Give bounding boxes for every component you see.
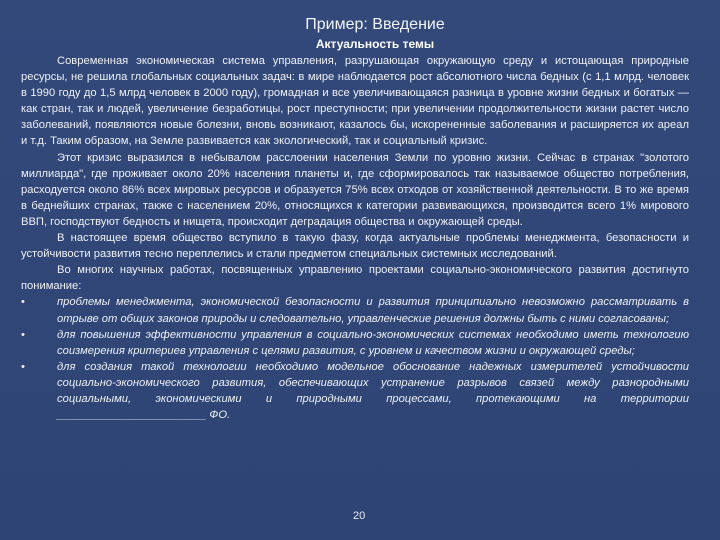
paragraph-3: В настоящее время общество вступило в такую фазу, когда актуальные проблемы менеджмента, безопасности и устойчивости развития тесно переплелись и стали предметом специальных системных исследований. [21,232,689,261]
bullet-text: проблемы менеджмента, экономической безопасности и развития принципиально невозможно рассматривать в отрыве от общих законов природы и следовательно, управленческие решения должны быть с ними согласованы; [57,296,689,325]
paragraph-4: Во многих научных работах, посвященных управлению проектами социально-экономического развития достигнуто понимание: [21,264,689,293]
slide-body [21,53,689,423]
paragraph-1: Современная экономическая система управления, разрушающая окружающую среду и истощающая природные ресурсы, не решила глобальных социальных задач: в мире наблюдается рост абсолютного числа бедных (с 1,1 млрд. человек в 1990 году до 1,5 млрд человек в 2000 году), громадная и все увеличивающаяся разница в уровне жизни бедных и богатых — как стран, так и людей, увеличение безработицы, рост преступности; при увеличении продолжительности жизни растет число заболеваний, появляются новые болезни, вновь возникают, казалось бы, искорененные заболевания и расширяется их ареал и т.д. Таким образом, на Земле развивается как экологический, так и социальный кризис. [21,55,689,148]
bullet-text: для создания такой технологии необходимо модельное обоснование надежных измерителей устойчивости социально-экономического развития, обеспечивающих устранение разрывов связей между разнородными социальными, экономическими и природными процессами, протекающими на территории ________________________ ФО. [57,360,689,422]
page-number: 20 [353,510,366,522]
bullet-item-1 [21,294,689,326]
bullet-marker: • [21,296,25,309]
bullet-item-3 [21,359,689,423]
bullet-marker: • [21,360,25,373]
bullet-text: для повышения эффективности управления в социально-экономических системах необходимо иметь технологию соизмерения критериев управления с целями развития, с уровнем и качеством жизни и окружающей среды; [57,328,689,357]
slide-title: Пример: Введение [305,16,445,33]
bullet-marker: • [21,328,25,341]
bullet-item-2 [21,327,689,359]
slide-subtitle: Актуальность темы [315,37,435,51]
paragraph-2: Этот кризис выразился в небывалом расслоении населения Земли по уровню жизни. Сейчас в странах "золотого миллиарда", где проживает около 20% населения планеты и, где сформировалось так называемое общество потребления, расходуется около 86% всех мировых ресурсов и образуется 75% всех отходов от хозяйственной деятельности. В то же время в беднейших странах, также с населением 20%, относящихся к категории развивающихся, производится всего 1% мирового ВВП, господствуют бедность и нищета, происходит деградация общества и окружающей среды. [21,151,689,228]
